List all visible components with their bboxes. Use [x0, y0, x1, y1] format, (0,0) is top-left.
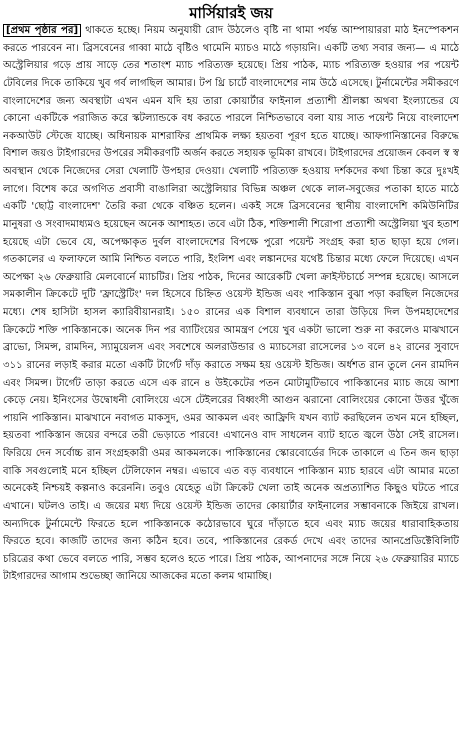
continuation-kicker: [প্রথম পৃষ্ঠার পর] [3, 24, 81, 37]
article-body-text: থাকতে হচ্ছে। নিয়ম অনুযায়ী রোদ উঠলেও বৃষ্টি না থামা পর্যন্ত আম্পায়াররা মাঠ ইনস্পেকশন করতে পারবেন না। ব্রিসবেনের গাব্বা মাঠে বৃষ্টিও থামেনি ম্যাচও মাঠে গড়ায়নি। একটি তথ্য সবার জন্য— এ মাঠে অস্ট্রেলিয়ার গড়ে প্রায় সাড়ে তের শতাংশ ম্যাচ পরিত্যক্ত হয়েছে। প্রিয় পাঠক, ম্যাচ পরিত্যক্ত হওয়ার পর পয়েন্ট টেবিলের দিকে তাকিয়ে খুব গর্ব লাগছিল আমার। টপ থ্রি চার্টে বাংলাদেশের নাম উঠে এসেছে। টুর্নামেন্টের সমীকরণে বাংলাদেশের জন্য অবস্থাটা এখন এমন যদি হয় তারা কোয়ার্টার ফাইনাল প্রত্যাশী শ্রীলঙ্কা অথবা ইংল্যান্ডের যে কোনো একটিকে পরাজিত করে স্কটল্যান্ডকে বধ করতে পারলে নিশ্চিতভাবে বলা যায় সাত পয়েন্ট নিয়ে বাংলাদেশ নকআউট স্টেজে যাচ্ছে। অধিনায়ক মাশরাফির প্রাথমিক লক্ষ্য হয়তবা পূরণ হতে যাচ্ছে। আফগানিস্তানের বিরুদ্ধে বিশাল জয়ও টাইগারদের উপরের সমীকরণটি অর্জন করতে সহায়ক ভূমিকা রাখবে। টাইগারদের প্রয়োজন কেবল স্ব স্ব অবস্থান থেকে নিজেদের সেরা খেলাটি উপহার দেওয়া। খেলাটি পরিত্যক্ত হওয়ায় দর্শকদের কথা চিন্তা করে দুঃখই লাগে। বিশেষ করে অগণিত প্রবাসী বাঙালিরা অস্ট্রেলিয়ার বিভিন্ন অঞ্চল থেকে লাল-সবুজের পতাকা হাতে মাঠে একটি 'ছোট্ট বাংলাদেশ' তৈরি করা থেকে বঞ্চিত হলেন। একই সঙ্গে ব্রিসবেনের স্থানীয় বাংলাদেশি কমিউনিটির মানুষরা ও সংবাদমাধ্যমও হয়েছেন অনেক আশাহত। তবে এটা ঠিক, শক্তিশালী শিরোপা প্রত্যাশী অস্ট্রেলিয়া খুব হতাশ হয়েছে এটা ভেবে যে, অপেক্ষাকৃত দুর্বল বাংলাদেশের বিপক্ষে পুরো পয়েন্ট সংগ্রহ করা হাত ছাড়া হয়ে গেল। গতকালের এ ফলাফলে আমি নিশ্চিত বলতে পারি, ইংলিশ এবং লঙ্কানদের যথেষ্ট চিন্তার মধ্যে ফেলে দিয়েছে। এখন অপেক্ষা ২৬ ফেব্রুয়ারি মেলবোর্নে ম্যাচটির। প্রিয় পাঠক, দিনের আরেকটি খেলা ক্রাইস্টচার্চে সম্পন্ন হয়েছে। আসলে সমকালীন ক্রিকেটে দুটি 'ফ্রাস্ট্রেটিং' দল হিসেবে চিহ্নিত ওয়েস্ট ইন্ডিজ এবং পাকিস্তান বুঝা পড়া করছিল নিজেদের মধ্যে। শেষ হাসিটা হাসল ক্যারিবীয়ানরাই। ১৫০ রানের এক বিশাল ব্যবধানে তারা উড়িয়ে দিল উপমহাদেশের ক্রিকেটে শক্তি পাকিস্তানকে। অনেক দিন পর ব্যাটিংয়ের আমন্ত্রণ পেয়ে খুব একটা ভালো শুরু না করলেও মাঝখানে ব্রাভো, সিমন্স, রামদিন, স্যামুয়েলস এবং সবশেষে অলরাউন্ডার ও ম্যাচসেরা রাসেলের ১৩ বলে ৪২ রানের সুবাদে ৩১১ রানের লড়াই করার মতো একটি টার্গেট দাঁড় করাতে সক্ষম হয় ওয়েস্ট ইন্ডিজ। অর্ধশত রান তুলে নেন রামদিন এবং সিমন্স। টার্গেট তাড়া করতে এসে এক রানে ৪ উইকেটের পতন মোটামুটিভাবে পাকিস্তানের ম্যাচ জয়ে আশা কেড়ে নেয়। ইনিংসের উদ্বোধনী বোলিংয়ে এসে টেইলরের বিধ্বংসী আগুন ঝরানো বোলিংয়ের কোনো উত্তর খুঁজে পায়নি পাকিস্তান। মাঝখানে নবাগত মাকসুদ, ওমর আকমল এবং আফ্রিদি যখন ব্যাট করছিলেন তখন মনে হচ্ছিল, হয়তবা পাকিস্তান জয়ের বন্দরে তরী ভেড়াতে পারবে! এখানেও বাদ সাধলেন ব্যাট হাতে জ্বলে উঠা সেই রাসেল। ফিরিয়ে দেন সর্বোচ্চ রান সংগ্রহকারী ওমর আকমলকে। পাকিস্তানের স্কোরবোর্ডের দিকে তাকালে এ তিন জন ছাড়া বাকি সবগুলোই মনে হচ্ছিল টেলিফোন নম্বর। এভাবে এত বড় ব্যবধানে পাকিস্তান ম্যাচ হারবে এটা আমার মতো অনেকেই নিশ্চয়ই কল্পনাও করেননি। তবুও যেহেতু এটা ক্রিকেট খেলা তাই অনেক অপ্রত্যাশিত কিছুও ঘটতে পারে এখানে। ঘটলও তাই। এ জয়ের মধ্য দিয়ে ওয়েস্ট ইন্ডিজ তাদের কোয়ার্টার ফাইনালের সম্ভাবনাকে জিইয়ে রাখল। অন্যদিকে টুর্নামেন্টে ফিরতে হলে পাকিস্তানকে কঠোরভাবে ঘুরে দাঁড়াতে হবে এবং ম্যাচ জয়ের ধারাবাহিকতায় ফিরতে হবে। কাজটি তাদের জন্য কঠিন হবে। তবে, পাকিস্তানের রেকর্ড দেখে এবং তাদের আনপ্রেডিক্টেবিলিটি চরিত্রের কথা ভেবে বলতে পারি, সম্ভব হলেও হতে পারে। প্রিয় পাঠক, আপনাদের সঙ্গে নিয়ে ২৬ ফেব্রুয়ারির ম্যাচে টাইগারদের আগাম শুভেচ্ছা জানিয়ে আজকের মতো কলম থামাচ্ছি। [3, 25, 459, 583]
headline-text: মার্সিয়ারই জয় [185, 2, 277, 24]
headline [0, 2, 462, 24]
article-body [3, 22, 459, 738]
